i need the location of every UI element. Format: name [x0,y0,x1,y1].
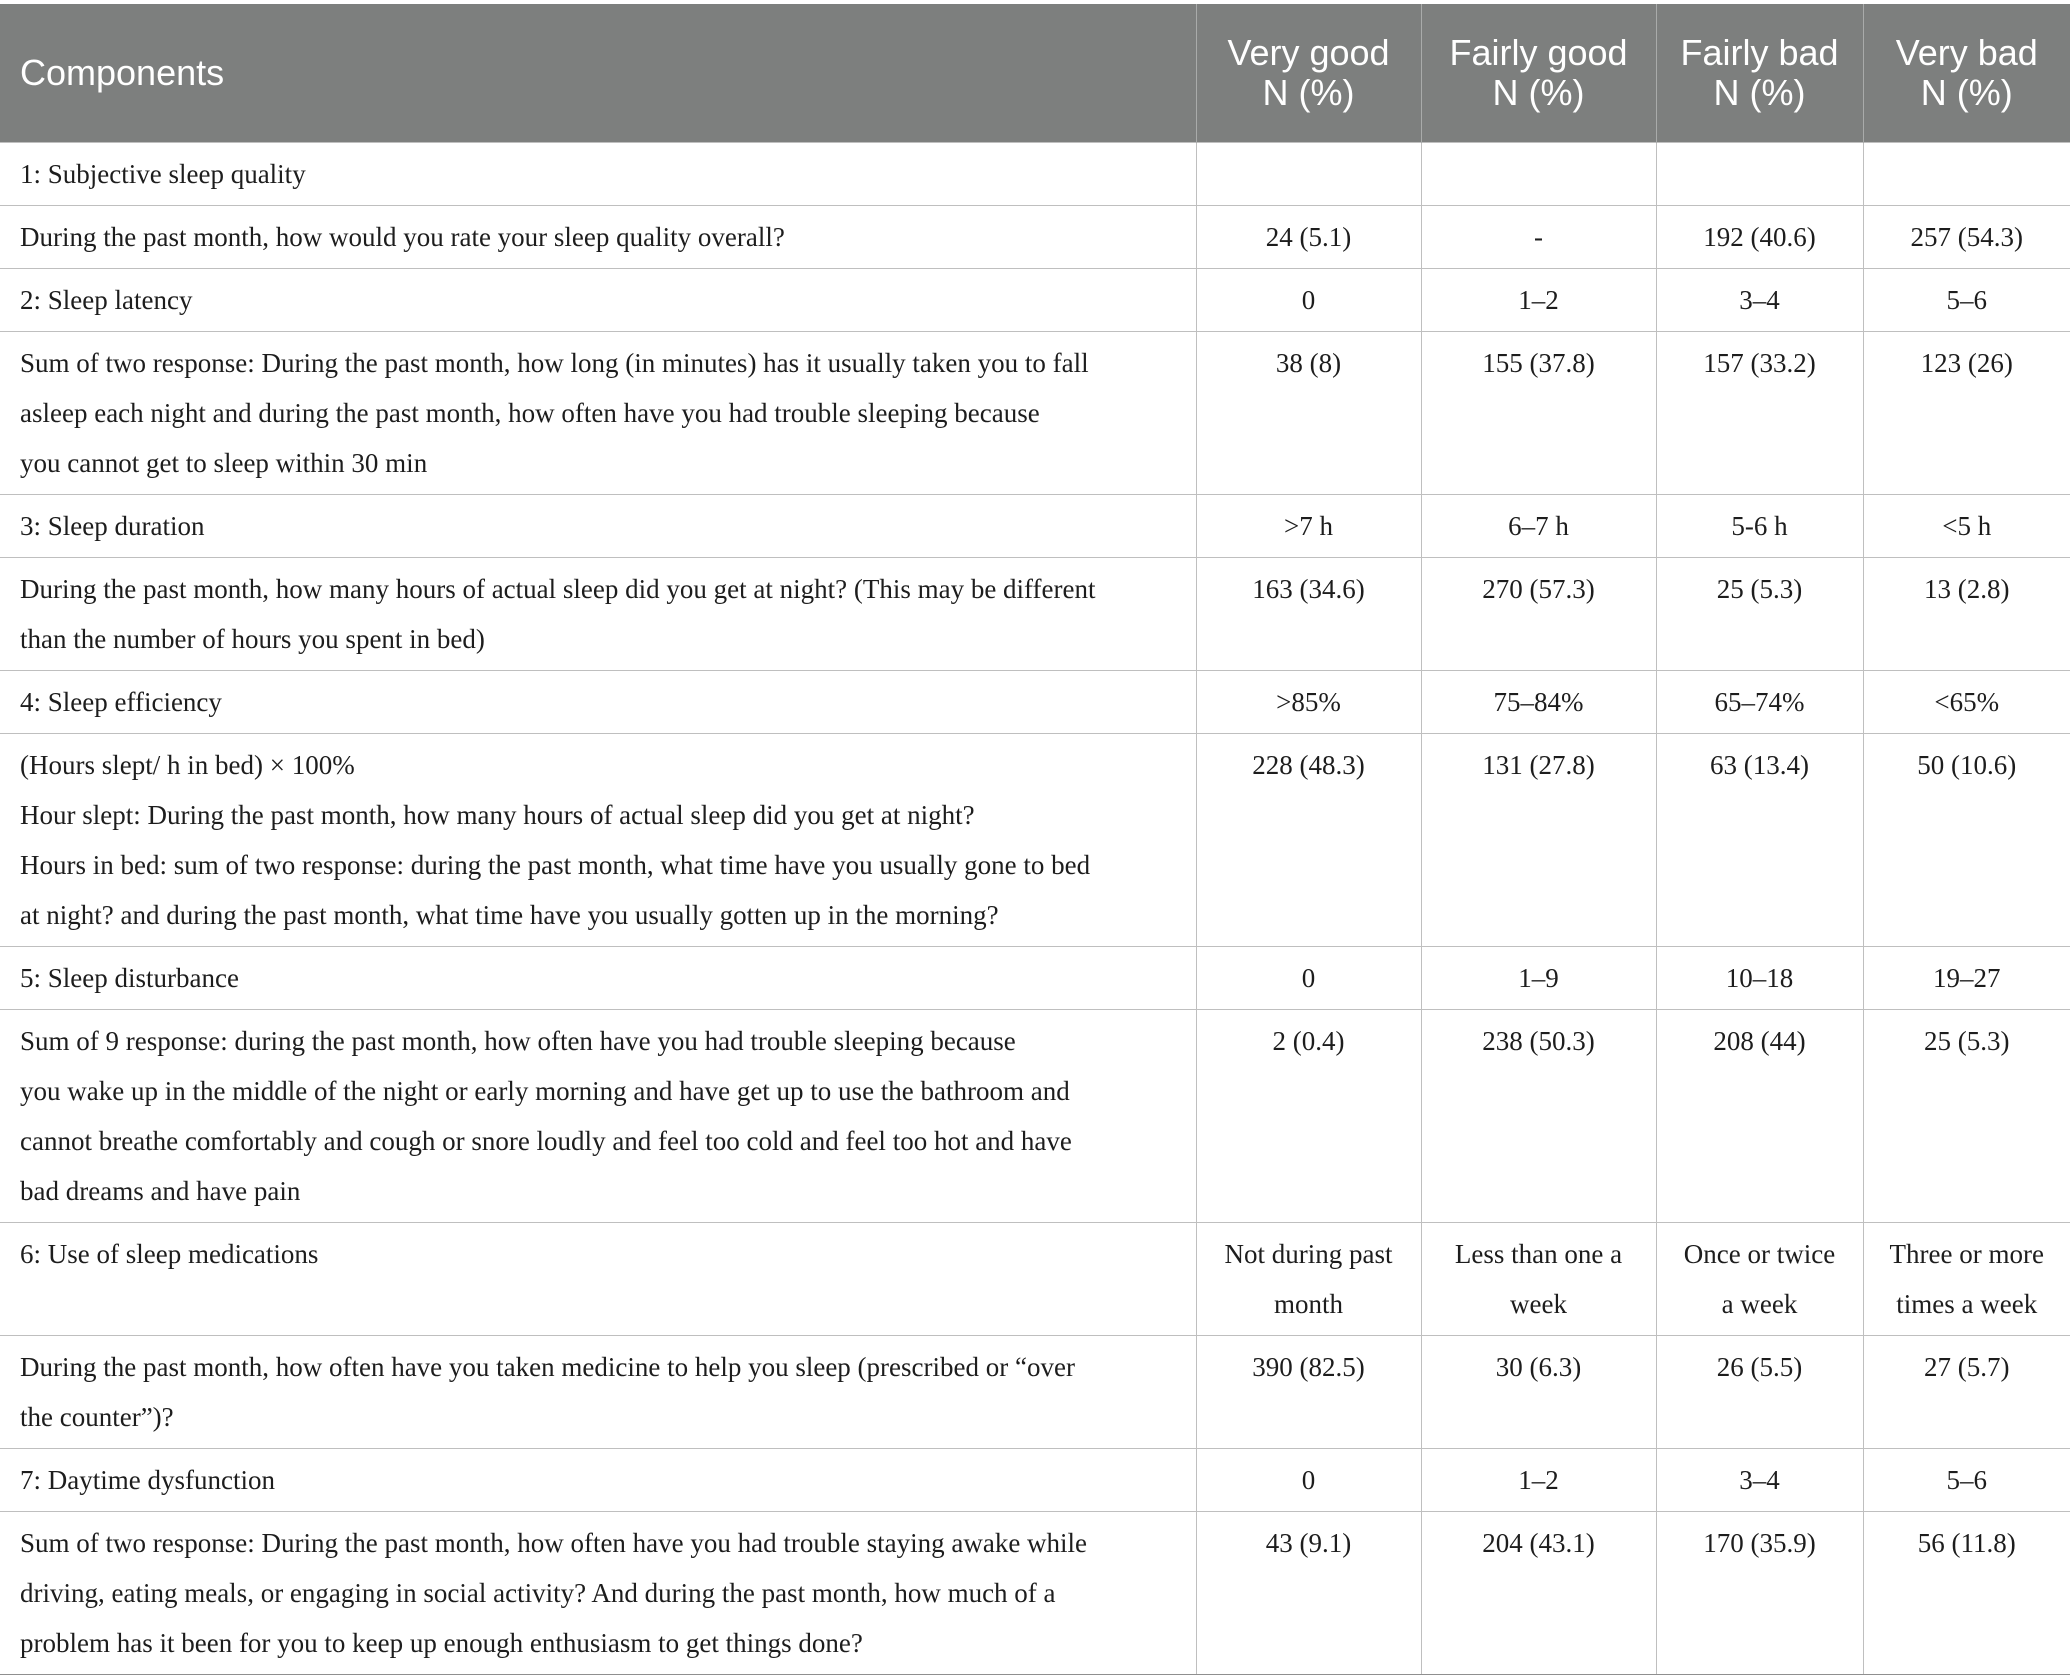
very-good-cell [1196,671,1421,734]
table-row [0,495,2070,558]
fairly-good-cell [1421,1512,1656,1675]
very-bad-cell-text: Three or more [1870,1229,2065,1279]
component-cell-text: Sum of two response: During the past month, how long (in minutes) has it usually taken you to fall [20,338,1180,388]
component-cell-text: the counter”)? [20,1392,1180,1442]
header-fairly-bad [1656,4,1863,143]
fairly-bad-cell [1656,671,1863,734]
fairly-bad-cell-text: 10–18 [1663,953,1857,1003]
component-cell-text: During the past month, how many hours of actual sleep did you get at night? (This may be different [20,564,1180,614]
fairly-good-cell [1421,143,1656,206]
very-bad-cell-text: 27 (5.7) [1870,1342,2065,1392]
component-cell-text: 5: Sleep disturbance [20,953,1180,1003]
fairly-bad-cell [1656,1512,1863,1675]
header-fairly-bad-label: Fairly bad [1657,33,1863,73]
very-bad-cell [1863,947,2070,1010]
very-bad-cell [1863,206,2070,269]
fairly-bad-cell [1656,143,1863,206]
very-bad-cell [1863,143,2070,206]
component-cell-text: Hour slept: During the past month, how many hours of actual sleep did you get at night? [20,790,1180,840]
component-cell [0,1449,1196,1512]
very-bad-cell-text: 5–6 [1870,1455,2065,1505]
fairly-bad-cell [1656,947,1863,1010]
very-bad-cell-text: 19–27 [1870,953,2065,1003]
table-row [0,734,2070,947]
component-cell [0,206,1196,269]
very-good-cell [1196,734,1421,947]
very-bad-cell [1863,1336,2070,1449]
component-cell [0,1512,1196,1675]
table-header [0,4,2070,143]
fairly-bad-cell-text: Once or twice [1663,1229,1857,1279]
fairly-good-cell [1421,671,1656,734]
fairly-good-cell-text: 30 (6.3) [1428,1342,1650,1392]
component-cell-text: 7: Daytime dysfunction [20,1455,1180,1505]
fairly-bad-cell [1656,495,1863,558]
very-bad-cell [1863,269,2070,332]
fairly-bad-cell [1656,1223,1863,1336]
component-cell [0,143,1196,206]
header-fairly-good [1421,4,1656,143]
header-very-bad [1863,4,2070,143]
fairly-bad-cell-text: a week [1663,1279,1857,1329]
very-good-cell [1196,1010,1421,1223]
fairly-good-cell-text: 1–2 [1428,275,1650,325]
very-good-cell-text: 43 (9.1) [1203,1518,1415,1568]
header-very-bad-label: Very bad [1864,33,2070,73]
very-good-cell-text: 0 [1203,953,1415,1003]
fairly-good-cell [1421,206,1656,269]
fairly-good-cell [1421,495,1656,558]
fairly-good-cell [1421,332,1656,495]
very-bad-cell [1863,671,2070,734]
component-cell-text: cannot breathe comfortably and cough or snore loudly and feel too cold and feel too hot and have [20,1116,1180,1166]
fairly-good-cell-text: week [1428,1279,1650,1329]
fairly-bad-cell-text: 26 (5.5) [1663,1342,1857,1392]
very-good-cell [1196,495,1421,558]
sleep-components-table [0,4,2070,1675]
very-bad-cell-text: 123 (26) [1870,338,2065,388]
fairly-good-cell [1421,1336,1656,1449]
component-cell-text: bad dreams and have pain [20,1166,1180,1216]
component-cell-text: During the past month, how often have you taken medicine to help you sleep (prescribed or “over [20,1342,1180,1392]
very-bad-cell [1863,1010,2070,1223]
very-bad-cell [1863,558,2070,671]
fairly-good-cell-text: 204 (43.1) [1428,1518,1650,1568]
fairly-bad-cell [1656,1336,1863,1449]
very-good-cell [1196,1512,1421,1675]
fairly-bad-cell-text: 170 (35.9) [1663,1518,1857,1568]
very-good-cell-text: 2 (0.4) [1203,1016,1415,1066]
very-good-cell-text: 228 (48.3) [1203,740,1415,790]
fairly-bad-cell [1656,332,1863,495]
fairly-good-cell-text: Less than one a [1428,1229,1650,1279]
component-cell [0,734,1196,947]
very-bad-cell-text: <65% [1870,677,2065,727]
very-bad-cell [1863,495,2070,558]
very-bad-cell-text: 50 (10.6) [1870,740,2065,790]
very-good-cell [1196,1223,1421,1336]
very-bad-cell-text: 5–6 [1870,275,2065,325]
component-cell [0,1010,1196,1223]
component-cell-text: 1: Subjective sleep quality [20,149,1180,199]
very-bad-cell-text: 56 (11.8) [1870,1518,2065,1568]
header-components-label: Components [20,52,224,93]
very-good-cell-text: month [1203,1279,1415,1329]
header-very-good [1196,4,1421,143]
very-good-cell [1196,558,1421,671]
fairly-bad-cell-text: 3–4 [1663,275,1857,325]
header-fairly-good-label: Fairly good [1422,33,1656,73]
table-row [0,1512,2070,1675]
component-cell [0,269,1196,332]
component-cell-text: During the past month, how would you rate your sleep quality overall? [20,212,1180,262]
component-cell-text: Sum of 9 response: during the past month, how often have you had trouble sleeping because [20,1016,1180,1066]
fairly-bad-cell [1656,269,1863,332]
fairly-good-cell-text: 131 (27.8) [1428,740,1650,790]
table-row [0,269,2070,332]
component-cell [0,947,1196,1010]
very-good-cell [1196,269,1421,332]
component-cell-text: Sum of two response: During the past month, how often have you had trouble staying awake while [20,1518,1180,1568]
fairly-good-cell [1421,734,1656,947]
very-bad-cell [1863,1223,2070,1336]
fairly-bad-cell-text: 25 (5.3) [1663,564,1857,614]
component-cell-text: asleep each night and during the past month, how often have you had trouble sleeping because [20,388,1180,438]
component-cell-text: 4: Sleep efficiency [20,677,1180,727]
fairly-bad-cell-text: 157 (33.2) [1663,338,1857,388]
table-row [0,1010,2070,1223]
fairly-bad-cell-text: 5-6 h [1663,501,1857,551]
component-cell-text: 2: Sleep latency [20,275,1180,325]
header-row [0,4,2070,143]
very-good-cell [1196,332,1421,495]
fairly-bad-cell [1656,1449,1863,1512]
very-good-cell-text: >85% [1203,677,1415,727]
component-cell [0,671,1196,734]
very-good-cell-text: 0 [1203,275,1415,325]
table-row [0,947,2070,1010]
component-cell-text: you wake up in the middle of the night or early morning and have get up to use the bathroom and [20,1066,1180,1116]
component-cell-text: Hours in bed: sum of two response: during the past month, what time have you usually gone to bed [20,840,1180,890]
component-cell-text: 6: Use of sleep medications [20,1229,1180,1279]
table-row [0,332,2070,495]
very-bad-cell [1863,332,2070,495]
table-row [0,206,2070,269]
fairly-good-cell-text: 75–84% [1428,677,1650,727]
component-cell [0,558,1196,671]
very-bad-cell-text: times a week [1870,1279,2065,1329]
very-bad-cell [1863,1449,2070,1512]
very-good-cell-text: 0 [1203,1455,1415,1505]
fairly-good-cell [1421,269,1656,332]
fairly-good-cell [1421,558,1656,671]
header-fairly-bad-unit: N (%) [1657,73,1863,113]
very-bad-cell-text: <5 h [1870,501,2065,551]
very-good-cell-text: Not during past [1203,1229,1415,1279]
fairly-good-cell-text: 6–7 h [1428,501,1650,551]
component-cell [0,1336,1196,1449]
fairly-good-cell [1421,947,1656,1010]
component-cell [0,495,1196,558]
very-bad-cell-text: 13 (2.8) [1870,564,2065,614]
fairly-bad-cell [1656,1010,1863,1223]
table-row [0,558,2070,671]
table-row [0,1449,2070,1512]
very-bad-cell-text: 25 (5.3) [1870,1016,2065,1066]
very-good-cell-text: >7 h [1203,501,1415,551]
very-bad-cell [1863,1512,2070,1675]
component-cell-text: than the number of hours you spent in bed) [20,614,1180,664]
table-row [0,1223,2070,1336]
very-good-cell [1196,947,1421,1010]
component-cell [0,332,1196,495]
fairly-good-cell-text: 155 (37.8) [1428,338,1650,388]
very-good-cell-text: 390 (82.5) [1203,1342,1415,1392]
component-cell-text: 3: Sleep duration [20,501,1180,551]
table-row [0,143,2070,206]
header-components [0,4,1196,143]
very-bad-cell-text: 257 (54.3) [1870,212,2065,262]
component-cell-text: at night? and during the past month, what time have you usually gotten up in the morning? [20,890,1180,940]
very-good-cell [1196,1449,1421,1512]
very-good-cell-text: 24 (5.1) [1203,212,1415,262]
very-good-cell [1196,206,1421,269]
fairly-bad-cell-text: 208 (44) [1663,1016,1857,1066]
component-cell-text: (Hours slept/ h in bed) × 100% [20,740,1180,790]
fairly-bad-cell [1656,206,1863,269]
fairly-bad-cell-text: 65–74% [1663,677,1857,727]
sleep-components-table-container [0,4,2070,1675]
very-good-cell [1196,143,1421,206]
very-good-cell-text: 163 (34.6) [1203,564,1415,614]
fairly-bad-cell-text: 192 (40.6) [1663,212,1857,262]
table-body [0,143,2070,1675]
component-cell-text: problem has it been for you to keep up enough enthusiasm to get things done? [20,1618,1180,1668]
fairly-bad-cell-text: 3–4 [1663,1455,1857,1505]
fairly-good-cell-text: 238 (50.3) [1428,1016,1650,1066]
header-very-good-label: Very good [1197,33,1421,73]
component-cell [0,1223,1196,1336]
fairly-bad-cell-text: 63 (13.4) [1663,740,1857,790]
fairly-good-cell-text: 1–9 [1428,953,1650,1003]
header-very-bad-unit: N (%) [1864,73,2070,113]
fairly-good-cell-text: 1–2 [1428,1455,1650,1505]
fairly-good-cell-text: 270 (57.3) [1428,564,1650,614]
fairly-bad-cell [1656,558,1863,671]
very-good-cell-text: 38 (8) [1203,338,1415,388]
fairly-good-cell [1421,1449,1656,1512]
header-fairly-good-unit: N (%) [1422,73,1656,113]
very-good-cell [1196,1336,1421,1449]
table-row [0,1336,2070,1449]
fairly-good-cell-text: - [1428,212,1650,262]
header-very-good-unit: N (%) [1197,73,1421,113]
very-bad-cell [1863,734,2070,947]
table-row [0,671,2070,734]
fairly-good-cell [1421,1010,1656,1223]
fairly-good-cell [1421,1223,1656,1336]
component-cell-text: driving, eating meals, or engaging in social activity? And during the past month, how much of a [20,1568,1180,1618]
component-cell-text: you cannot get to sleep within 30 min [20,438,1180,488]
fairly-bad-cell [1656,734,1863,947]
